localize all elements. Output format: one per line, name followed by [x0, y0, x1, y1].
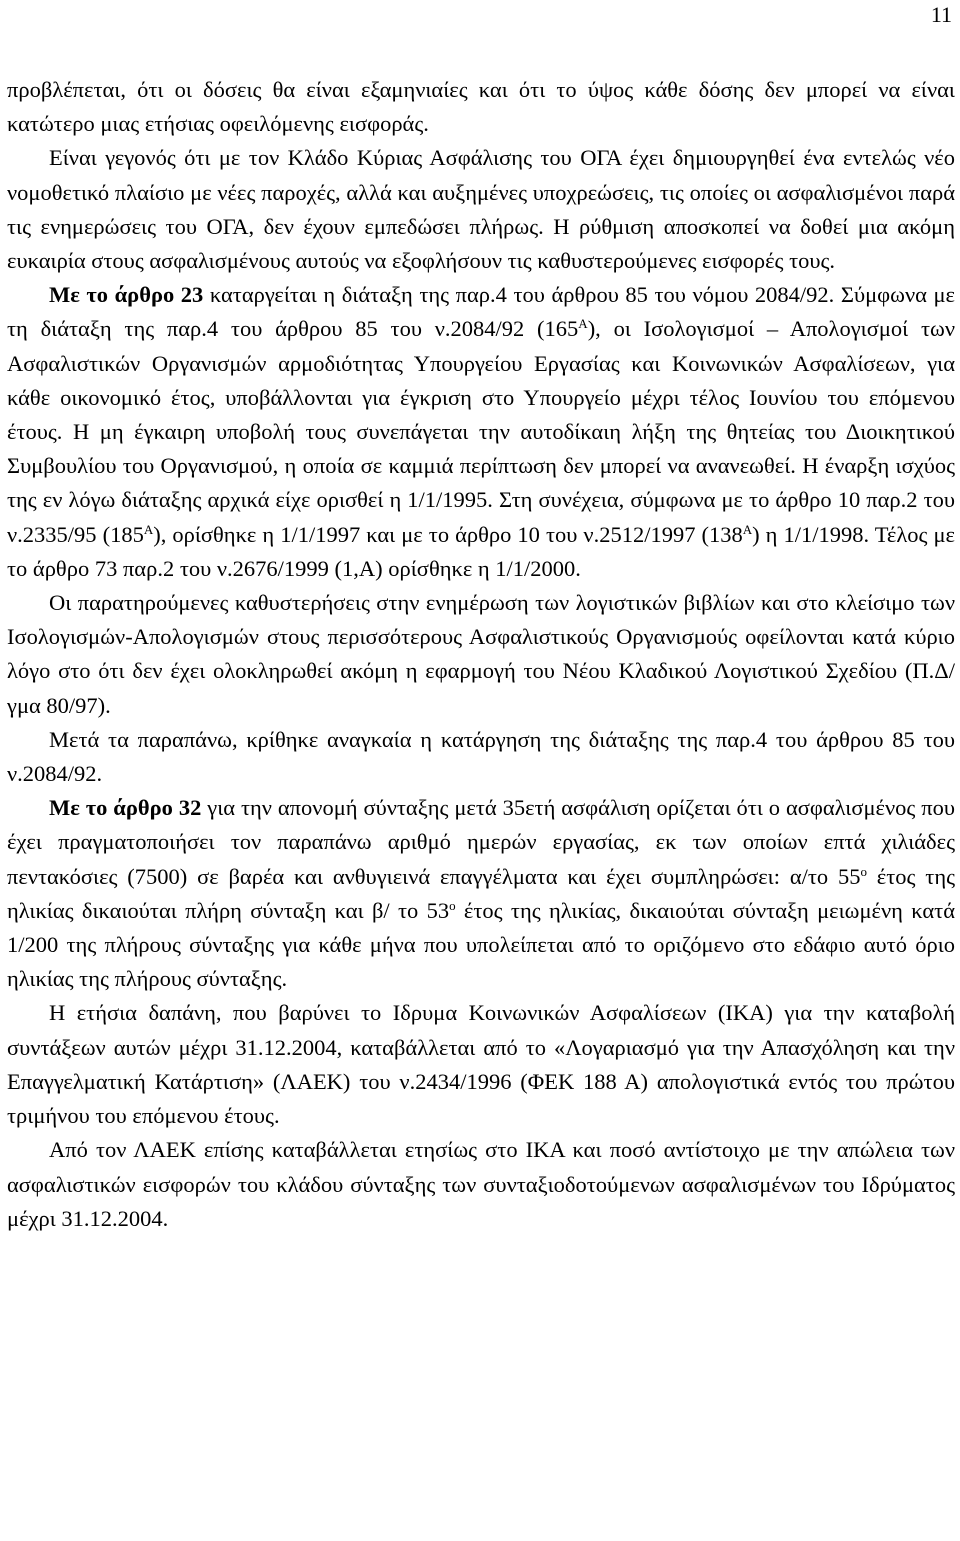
- article-23-text-d: ) η 1/1/1998. Τέλος με το άρθρο 73 παρ.2 του ν.2676/1999 (1,Α) ορίσθηκε η 1/1/2000.: [7, 521, 955, 581]
- gazette-superscript: Α: [143, 521, 154, 537]
- article-23-text-a: καταργείται η διάταξη της παρ.4 του άρθρου 85 του νόμου 2084/92. Σύμφωνα με τη διάταξη της παρ.4 του άρθρου 85 του ν.2084/92 (165: [7, 282, 955, 342]
- paragraph-continuation: προβλέπεται, ότι οι δόσεις θα είναι εξαμηνιαίες και ότι το ύψος κάθε δόσης δεν μπορεί να είναι κατώτερο μιας ετήσιας οφειλόμενης εισφοράς.: [7, 77, 955, 137]
- ordinal-superscript: ο: [449, 897, 456, 913]
- article-23-heading: Με το άρθρο 23: [49, 282, 204, 308]
- paragraph-repeal: Μετά τα παραπάνω, κρίθηκε αναγκαία η κατάργηση της διάταξης της παρ.4 του άρθρου 85 του ν.2084/92.: [7, 726, 955, 787]
- paragraph-ika-expense: Η ετήσια δαπάνη, που βαρύνει το Ιδρυμα Κοινωνικών Ασφαλίσεων (ΙΚΑ) για την καταβολή συντάξεων αυτών μέχρι 31.12.2004, καταβάλλεται από το «Λογαριασμό για την Απασχόληση και την Επαγγελματική Κατάρτιση» (ΛΑΕΚ) του ν.2434/1996 (ΦΕΚ 188 Α) απολογιστικά εντός του πρώτου τριμήνου του επόμενου έτους.: [7, 1000, 955, 1129]
- article-23-text-c: ), ορίσθηκε η 1/1/1997 και με το άρθρο 10 του ν.2512/1997 (138: [153, 521, 743, 547]
- page-number: 11: [930, 2, 952, 27]
- article-32-text-c: έτος της ηλικίας, δικαιούται σύνταξη μειωμένη κατά 1/200 της πλήρους σύνταξης για κάθε μήνα που υπολείπεται από το οριζόμενο στο εδάφιο αυτό όριο ηλικίας της πλήρους σύνταξης.: [7, 897, 955, 992]
- paragraph-oga-framework: Είναι γεγονός ότι με τον Κλάδο Κύριας Ασφάλισης του ΟΓΑ έχει δημιουργηθεί ένα εντελώς νέο νομοθετικό πλαίσιο με νέες παροχές, αλλά και αυξημένες υποχρεώσεις, τις οποίες οι ασφαλισμένοι παρά τις ενημερώσεις του ΟΓΑ, δεν έχουν εμπεδώσει πλήρως. Η ρύθμιση αποσκοπεί να δοθεί μια ακόμη ευκαιρία στους ασφαλισμένους αυτούς να εξοφλήσουν τις καθυστερούμενες εισφορές τους.: [7, 145, 955, 274]
- article-32-text-b: έτος της ηλικίας δικαιούται πλήρη σύνταξη και β/ το 53: [7, 863, 956, 923]
- document-body: [7, 73, 955, 1236]
- article-32-heading: Με το άρθρο 32: [49, 795, 202, 821]
- ordinal-superscript: ο: [860, 863, 867, 879]
- article-32-text-a: για την απονομή σύνταξης μετά 35ετή ασφάλιση ορίζεται ότι ο ασφαλισμένος που έχει πραγματοποιήσει τον παραπάνω αριθμό ημερών εργασίας, εκ των οποίων επτά χιλιάδες πεντακόσιες (7500) σε βαρέα και ανθυγιεινά επαγγέλματα και έχει συμπληρώσει: α/το 55: [7, 795, 955, 889]
- gazette-superscript: Α: [742, 521, 753, 537]
- gazette-superscript: Α: [578, 316, 588, 332]
- paragraph-laek: Από τον ΛΑΕΚ επίσης καταβάλλεται ετησίως στο ΙΚΑ και ποσό αντίστοιχο με την απώλεια των ασφαλιστικών εισφορών του κλάδου σύνταξης των συνταξιοδοτούμενων ασφαλισμένων του Ιδρύματος μέχρι 31.12.2004.: [7, 1137, 955, 1231]
- paragraph-article-23: [7, 278, 955, 586]
- paragraph-article-32: [7, 791, 955, 996]
- article-23-text-b: ), οι Ισολογισμοί – Απολογισμοί των Ασφαλιστικών Οργανισμών αρμοδιότητας Υπουργείου Εργασίας και Κοινωνικών Ασφαλίσεων, για κάθε οικονομικό έτος, υποβάλλονται για έγκριση στο Υπουργείο μέχρι τέλος Ιουνίου του επόμενου έτους. Η μη έγκαιρη υποβολή τους συνεπάγεται την αυτοδίκαιη λήξη της θητείας του Διοικητικού Συμβουλίου του Οργανισμού, η οποία σε καμμιά περίπτωση δεν μπορεί να ανανεωθεί. Η έναρξη ισχύος της εν λόγω διάταξης αρχικά είχε ορισθεί η 1/1/1995. Στη συνέχεια, σύμφωνα με το άρθρο 10 παρ.2 του ν.2335/95 (185: [7, 316, 955, 547]
- paragraph-delays: Οι παρατηρούμενες καθυστερήσεις στην ενημέρωση των λογιστικών βιβλίων και στο κλείσιμο των Ισολογισμών-Απολογισμών στους περισσότερους Ασφαλιστικούς Οργανισμούς οφείλονται κατά κύριο λόγο στο ότι δεν έχει ολοκληρωθεί ακόμη η εφαρμογή του Νέου Κλαδικού Λογιστικού Σχεδίου (Π.Δ/γμα 80/97).: [7, 590, 955, 718]
